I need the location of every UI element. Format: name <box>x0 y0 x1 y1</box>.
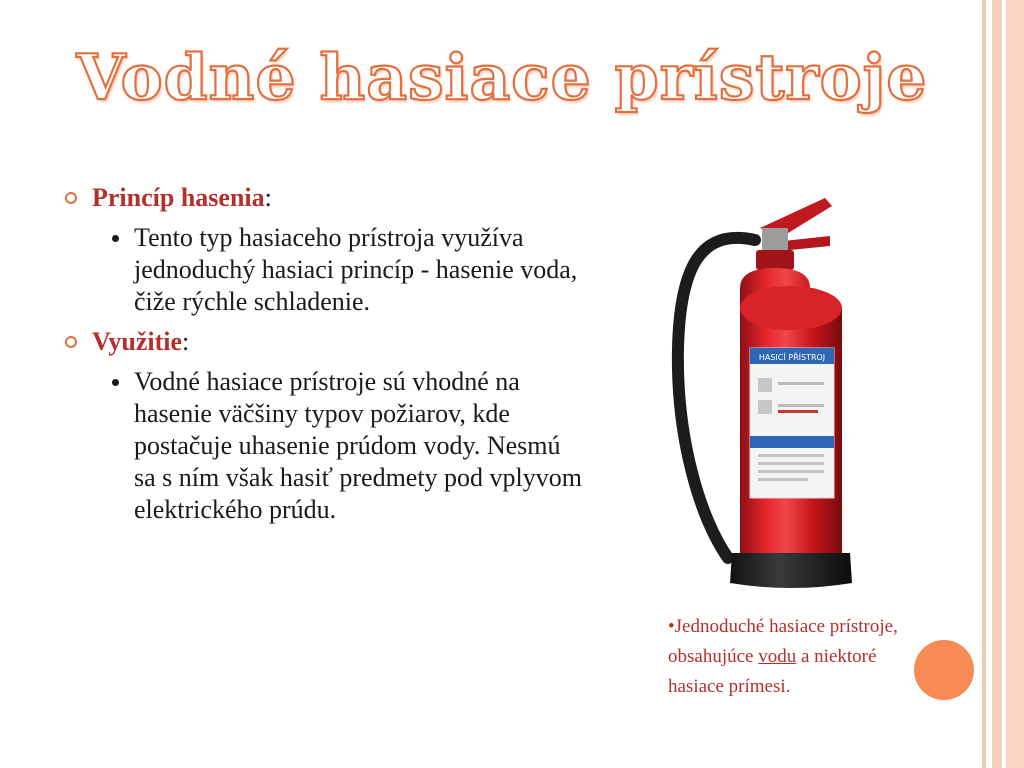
caption-text: Jednoduché hasiace prístroje, obsahujúce <box>668 616 898 667</box>
heading-colon: : <box>182 327 190 356</box>
stripe <box>1006 0 1024 768</box>
accent-circle <box>914 640 974 700</box>
caption-text-end: a niektoré hasiace prímesi. <box>668 646 877 697</box>
heading-colon: : <box>264 183 272 212</box>
fire-extinguisher-image <box>660 188 860 598</box>
section-heading-usage <box>62 326 582 358</box>
section-body-usage <box>62 366 582 526</box>
decorative-stripes <box>982 0 1024 768</box>
stripe <box>992 0 1002 768</box>
heading-term: Využitie <box>92 327 183 356</box>
body-text: Vodné hasiace prístroje sú vhodné na hasenie väčšiny typov požiarov, kde postačuje uhasenie prúdom vody. Nesmú sa s ním však hasiť predmety pod vplyvom elektrického prúdu. <box>134 367 583 524</box>
caption-link-vodu[interactable]: vodu <box>758 646 797 667</box>
ring-bullet-icon <box>65 336 77 348</box>
label-title: HASICÍ PŘÍSTROJ <box>758 353 826 362</box>
fire-extinguisher-icon <box>660 188 860 598</box>
bullet-content <box>62 182 582 534</box>
dot-bullet-icon <box>112 379 119 386</box>
ring-bullet-icon <box>65 192 77 204</box>
dot-bullet-icon <box>112 235 119 242</box>
slide-title: Vodné hasiace prístroje <box>76 40 928 114</box>
image-caption <box>668 612 898 702</box>
heading-term: Princíp hasenia <box>92 183 265 212</box>
section-heading-principle <box>62 182 582 214</box>
body-text: Tento typ hasiaceho prístroja využíva jednoduchý hasiaci princíp - hasenie voda, čiže rýchle schladenie. <box>134 223 578 316</box>
caption-bullet: • <box>668 616 675 637</box>
section-body-principle <box>62 222 582 318</box>
